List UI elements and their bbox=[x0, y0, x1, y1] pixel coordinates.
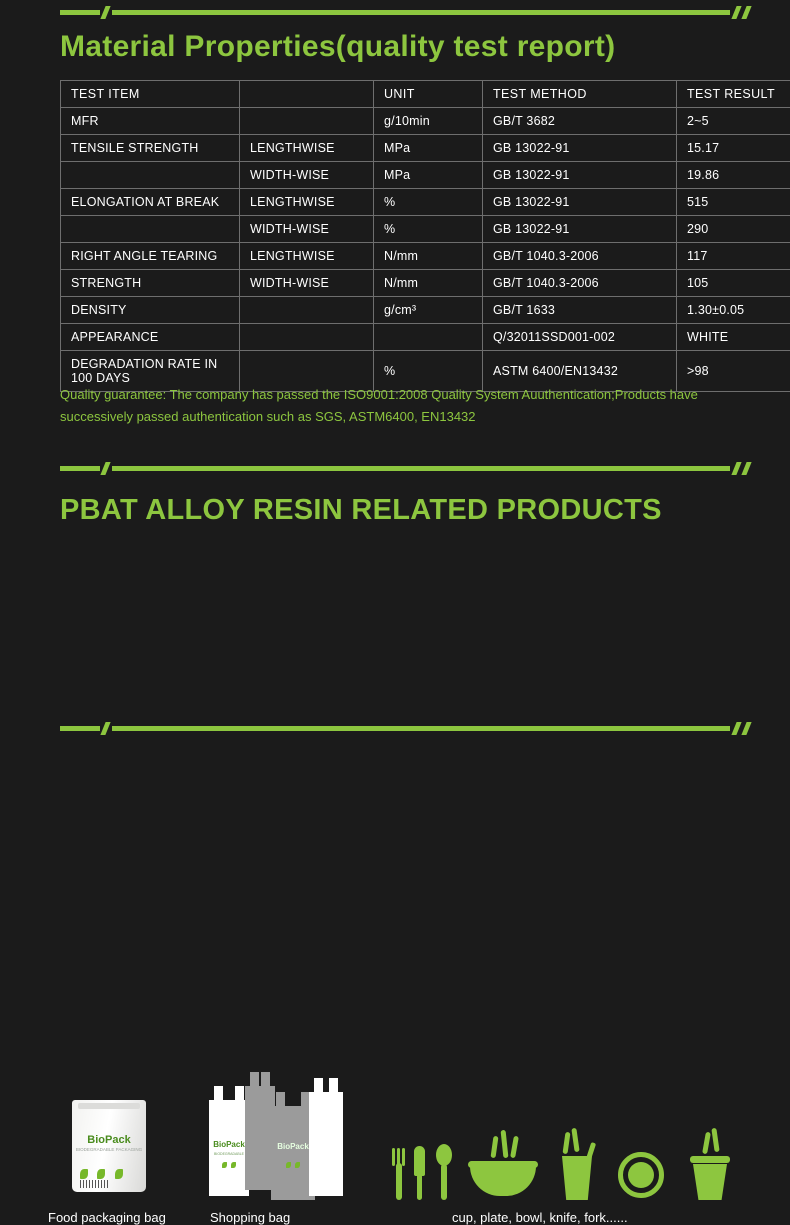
bag-handle-left bbox=[250, 1072, 259, 1088]
cell-unit: g/cm³ bbox=[374, 297, 483, 324]
cell-direction: WIDTH-WISE bbox=[240, 270, 374, 297]
cell-test-item: DEGRADATION RATE IN 100 DAYS bbox=[61, 351, 240, 392]
cell-test-item bbox=[61, 162, 240, 189]
cell-method: GB 13022-91 bbox=[483, 162, 677, 189]
cell-unit: N/mm bbox=[374, 243, 483, 270]
table-row bbox=[61, 270, 790, 297]
divider-tick bbox=[741, 462, 751, 475]
cell-method: GB 13022-91 bbox=[483, 216, 677, 243]
bag-handle-left bbox=[314, 1078, 323, 1094]
bag-sub-label: BIODEGRADABLE bbox=[209, 1152, 249, 1156]
cell-method: GB/T 1633 bbox=[483, 297, 677, 324]
cell-direction: WIDTH-WISE bbox=[240, 162, 374, 189]
quality-guarantee-text: Quality guarantee: The company has passed the ISO9001:2008 Quality System Auuthentication;Products have successively passed authentication such as SGS, ASTM6400, EN13432 bbox=[60, 384, 760, 428]
leaf-icon bbox=[115, 1169, 123, 1179]
table-row bbox=[61, 324, 790, 351]
bag-handle-left bbox=[214, 1086, 223, 1102]
cell-direction: LENGTHWISE bbox=[240, 243, 374, 270]
bag-brand-label: BioPack bbox=[271, 1142, 315, 1151]
divider-tick bbox=[100, 462, 110, 475]
cell-unit: % bbox=[374, 216, 483, 243]
bowl-icon bbox=[470, 1130, 536, 1200]
table-row bbox=[61, 162, 790, 189]
cell-result: 2~5 bbox=[677, 108, 790, 135]
steam-icon bbox=[702, 1132, 711, 1155]
steam-icon bbox=[711, 1128, 719, 1152]
divider-tick bbox=[741, 6, 751, 19]
divider-bar-left bbox=[60, 726, 100, 731]
bag-handle-right bbox=[235, 1086, 244, 1102]
cell-result: WHITE bbox=[677, 324, 790, 351]
table-header-cell: UNIT bbox=[374, 81, 483, 108]
divider-tick bbox=[741, 722, 751, 735]
cell-test-item: RIGHT ANGLE TEARING bbox=[61, 243, 240, 270]
tableware-icon-group bbox=[386, 1130, 726, 1200]
steam-icon bbox=[501, 1130, 509, 1158]
cell-unit: N/mm bbox=[374, 270, 483, 297]
leaf-icon bbox=[295, 1162, 300, 1168]
cell-result: 515 bbox=[677, 189, 790, 216]
divider-bottom bbox=[0, 722, 790, 736]
divider-bar-right bbox=[112, 466, 730, 471]
divider-bar-left bbox=[60, 466, 100, 471]
divider-tick bbox=[731, 6, 741, 19]
shopping-bag-white bbox=[209, 1100, 249, 1196]
table-row bbox=[61, 216, 790, 243]
bag-brand-label: BioPack bbox=[209, 1140, 249, 1149]
products-gallery bbox=[0, 538, 790, 698]
shopping-bag-white bbox=[309, 1092, 343, 1196]
cell-direction: LENGTHWISE bbox=[240, 135, 374, 162]
cell-result: 117 bbox=[677, 243, 790, 270]
cell-unit: % bbox=[374, 351, 483, 392]
pouch-sub-label: BIODEGRADABLE PACKAGING bbox=[72, 1147, 146, 1152]
table-header-cell bbox=[240, 81, 374, 108]
bag-handle-right bbox=[261, 1072, 270, 1088]
table-header-cell: TEST METHOD bbox=[483, 81, 677, 108]
cell-direction: LENGTHWISE bbox=[240, 189, 374, 216]
bag-handle-right bbox=[329, 1078, 338, 1094]
cell-method: Q/32011SSD001-002 bbox=[483, 324, 677, 351]
steam-icon bbox=[490, 1136, 498, 1158]
food-packaging-bag-image bbox=[72, 1100, 146, 1192]
table-row bbox=[61, 297, 790, 324]
cell-unit: MPa bbox=[374, 135, 483, 162]
section-title-related-products: PBAT ALLOY RESIN RELATED PRODUCTS bbox=[60, 494, 662, 527]
cell-unit: MPa bbox=[374, 162, 483, 189]
steam-icon bbox=[510, 1136, 519, 1159]
divider-bar-right bbox=[112, 10, 730, 15]
divider-top bbox=[0, 6, 790, 20]
cell-method: GB/T 3682 bbox=[483, 108, 677, 135]
cell-test-item: DENSITY bbox=[61, 297, 240, 324]
table-header-row bbox=[61, 81, 790, 108]
cell-test-item bbox=[61, 216, 240, 243]
cell-test-item: STRENGTH bbox=[61, 270, 240, 297]
knife-icon bbox=[414, 1146, 426, 1200]
shopping-bag-image bbox=[205, 1078, 355, 1203]
table-row bbox=[61, 108, 790, 135]
cell-test-item: MFR bbox=[61, 108, 240, 135]
cell-direction bbox=[240, 324, 374, 351]
cell-result: >98 bbox=[677, 351, 790, 392]
spoon-icon bbox=[436, 1144, 452, 1200]
takeaway-cup-icon bbox=[686, 1130, 738, 1200]
bag-handle-left bbox=[276, 1092, 285, 1108]
cell-unit: g/10min bbox=[374, 108, 483, 135]
table-header-cell: TEST ITEM bbox=[61, 81, 240, 108]
cell-method: GB/T 1040.3-2006 bbox=[483, 270, 677, 297]
cell-direction: WIDTH-WISE bbox=[240, 216, 374, 243]
page-title-material-properties: Material Properties(quality test report) bbox=[60, 30, 615, 64]
caption-shopping-bag: Shopping bag bbox=[210, 1210, 290, 1225]
caption-tableware: cup, plate, bowl, knife, fork...... bbox=[452, 1210, 628, 1225]
divider-middle bbox=[0, 462, 790, 476]
pouch-seal bbox=[78, 1103, 140, 1109]
material-properties-table bbox=[60, 80, 732, 392]
table-row bbox=[61, 135, 790, 162]
cell-result: 1.30±0.05 bbox=[677, 297, 790, 324]
cell-method: GB 13022-91 bbox=[483, 189, 677, 216]
cell-method: GB 13022-91 bbox=[483, 135, 677, 162]
cell-test-item: TENSILE STRENGTH bbox=[61, 135, 240, 162]
steam-icon bbox=[562, 1132, 570, 1154]
cell-result: 15.17 bbox=[677, 135, 790, 162]
leaf-icon bbox=[222, 1162, 227, 1168]
cell-direction bbox=[240, 297, 374, 324]
cell-test-item: APPEARANCE bbox=[61, 324, 240, 351]
leaf-icon bbox=[231, 1162, 236, 1168]
leaf-icon bbox=[286, 1162, 291, 1168]
fork-icon bbox=[392, 1148, 406, 1200]
pouch-brand-label: BioPack bbox=[72, 1134, 146, 1146]
cup-with-straw-icon bbox=[554, 1130, 602, 1200]
leaf-icon-row bbox=[209, 1162, 249, 1168]
divider-tick bbox=[731, 462, 741, 475]
cell-method: GB/T 1040.3-2006 bbox=[483, 243, 677, 270]
divider-tick bbox=[100, 6, 110, 19]
cell-result: 290 bbox=[677, 216, 790, 243]
cell-unit bbox=[374, 324, 483, 351]
plate-icon bbox=[618, 1152, 666, 1200]
leaf-icon bbox=[97, 1169, 105, 1179]
divider-tick bbox=[731, 722, 741, 735]
barcode-icon bbox=[80, 1180, 110, 1188]
table-row bbox=[61, 243, 790, 270]
divider-tick bbox=[100, 722, 110, 735]
divider-bar-left bbox=[60, 10, 100, 15]
leaf-icon bbox=[80, 1169, 88, 1179]
cell-result: 19.86 bbox=[677, 162, 790, 189]
divider-bar-right bbox=[112, 726, 730, 731]
cell-result: 105 bbox=[677, 270, 790, 297]
cell-method: ASTM 6400/EN13432 bbox=[483, 351, 677, 392]
leaf-icon-row bbox=[80, 1166, 138, 1178]
cell-test-item: ELONGATION AT BREAK bbox=[61, 189, 240, 216]
caption-food-packaging-bag: Food packaging bag bbox=[48, 1210, 166, 1225]
table-row bbox=[61, 189, 790, 216]
cell-direction bbox=[240, 108, 374, 135]
cell-unit: % bbox=[374, 189, 483, 216]
table-header-cell: TEST RESULT bbox=[677, 81, 790, 108]
steam-icon bbox=[571, 1128, 579, 1152]
